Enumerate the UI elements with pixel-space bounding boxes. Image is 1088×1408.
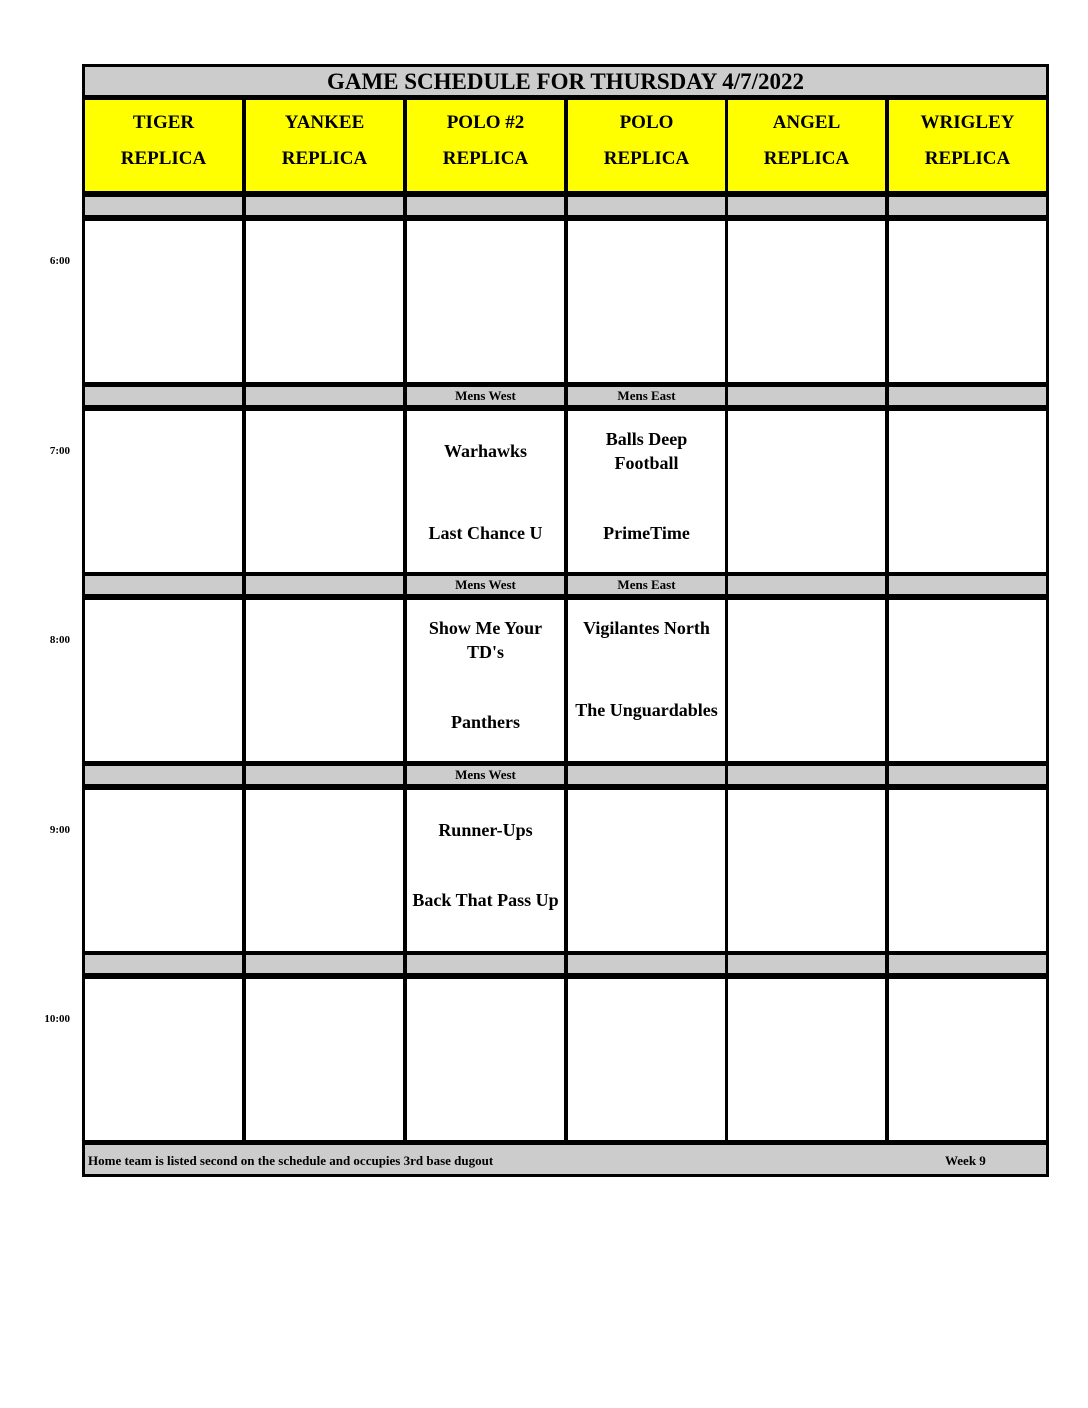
game-cell — [565, 408, 728, 575]
division-bar — [725, 573, 888, 597]
field-subtitle: REPLICA — [603, 148, 690, 169]
footer — [82, 1142, 1049, 1177]
field-name: YANKEE — [284, 112, 365, 133]
game-cell — [886, 218, 1049, 385]
home-team: Last Chance U — [428, 523, 543, 543]
division-bar — [886, 194, 1049, 218]
game-cell — [565, 787, 728, 954]
away-team: Vigilantes North — [583, 618, 710, 638]
time-label: 8:00 — [49, 634, 70, 646]
division-bar — [82, 952, 245, 976]
game-cell — [82, 597, 245, 764]
away-team: Runner-Ups — [438, 820, 533, 840]
game-cell — [725, 597, 888, 764]
division-bar — [243, 194, 406, 218]
game-cell — [886, 597, 1049, 764]
division-bar: Mens East — [565, 573, 728, 597]
game-cell — [404, 597, 567, 764]
field-header — [243, 97, 406, 194]
home-team: The Unguardables — [575, 700, 718, 720]
division-bar — [243, 763, 406, 787]
home-team: Panthers — [451, 712, 520, 732]
division-bar — [565, 763, 728, 787]
game-cell — [243, 408, 406, 575]
division-bar — [886, 384, 1049, 408]
field-subtitle: REPLICA — [120, 148, 207, 169]
away-team: Warhawks — [443, 441, 528, 461]
division-bar — [725, 952, 888, 976]
time-label: 9:00 — [49, 824, 70, 836]
field-subtitle: REPLICA — [924, 148, 1011, 169]
division-bar — [82, 384, 245, 408]
division-bar — [82, 763, 245, 787]
division-bar — [886, 573, 1049, 597]
field-header — [565, 97, 728, 194]
game-cell — [565, 597, 728, 764]
division-bar: Mens West — [404, 763, 567, 787]
home-team: PrimeTime — [603, 523, 690, 543]
time-label: 7:00 — [49, 445, 70, 457]
division-bar — [404, 952, 567, 976]
week-label: Week 9 — [945, 1153, 986, 1168]
game-cell — [82, 976, 245, 1143]
game-cell — [725, 408, 888, 575]
game-cell — [82, 218, 245, 385]
field-name: POLO — [619, 112, 674, 133]
time-label: 6:00 — [49, 255, 70, 267]
field-name: WRIGLEY — [920, 112, 1015, 133]
division-bar — [243, 952, 406, 976]
field-subtitle: REPLICA — [281, 148, 368, 169]
game-cell — [243, 218, 406, 385]
division-bar — [82, 573, 245, 597]
field-name: TIGER — [132, 112, 195, 133]
game-cell — [886, 787, 1049, 954]
division-bar — [82, 194, 245, 218]
away-team: Show Me Your TD's — [428, 618, 543, 662]
division-bar: Mens West — [404, 384, 567, 408]
field-subtitle: REPLICA — [442, 148, 529, 169]
home-team: Back That Pass Up — [412, 890, 559, 910]
game-cell — [404, 787, 567, 954]
game-cell — [725, 218, 888, 385]
field-subtitle: REPLICA — [763, 148, 850, 169]
division-bar — [404, 194, 567, 218]
game-cell — [82, 408, 245, 575]
game-cell — [565, 218, 728, 385]
game-cell — [404, 976, 567, 1143]
division-bar — [725, 763, 888, 787]
field-header — [886, 97, 1049, 194]
game-cell — [404, 408, 567, 575]
field-name: POLO #2 — [446, 112, 525, 133]
field-header — [404, 97, 567, 194]
division-bar — [565, 194, 728, 218]
division-bar — [886, 763, 1049, 787]
division-bar — [886, 952, 1049, 976]
game-cell — [886, 976, 1049, 1143]
page-title: GAME SCHEDULE FOR THURSDAY 4/7/2022 — [82, 64, 1049, 98]
game-cell — [404, 218, 567, 385]
game-cell — [725, 787, 888, 954]
division-bar — [243, 384, 406, 408]
division-bar — [565, 952, 728, 976]
game-cell — [243, 787, 406, 954]
game-cell — [82, 787, 245, 954]
field-name: ANGEL — [772, 112, 841, 133]
division-bar — [725, 194, 888, 218]
game-cell — [565, 976, 728, 1143]
field-header — [82, 97, 245, 194]
game-cell — [243, 976, 406, 1143]
footer-note: Home team is listed second on the schedule and occupies 3rd base dugout — [88, 1153, 494, 1168]
division-bar — [725, 384, 888, 408]
division-bar: Mens West — [404, 573, 567, 597]
away-team: Balls Deep Football — [605, 429, 688, 473]
game-cell — [886, 408, 1049, 575]
time-label: 10:00 — [44, 1013, 70, 1025]
division-bar: Mens East — [565, 384, 728, 408]
field-header — [725, 97, 888, 194]
division-bar — [243, 573, 406, 597]
game-cell — [243, 597, 406, 764]
game-cell — [725, 976, 888, 1143]
